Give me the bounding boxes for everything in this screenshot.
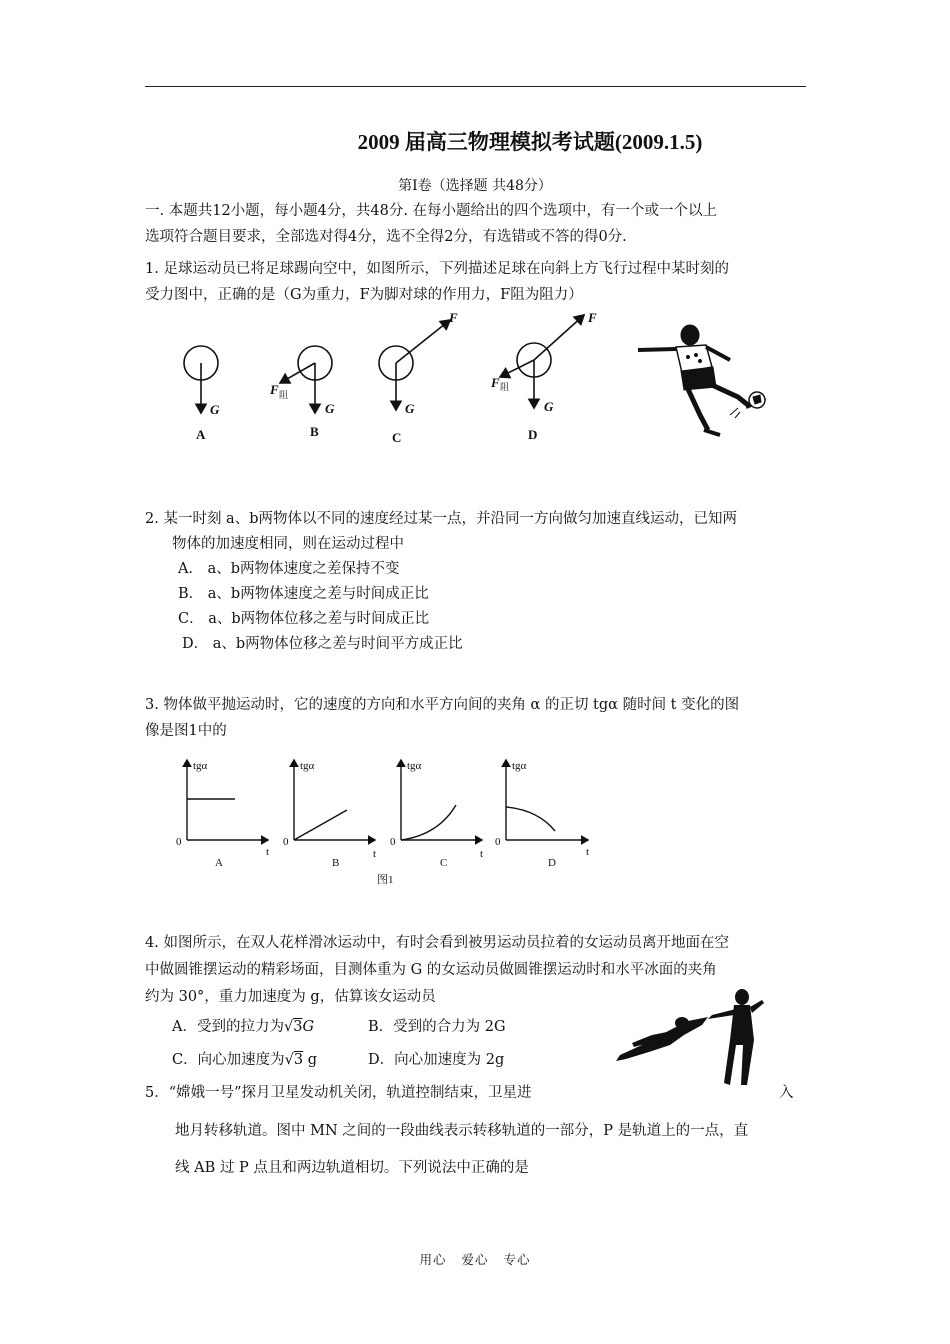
section-heading: 第Ⅰ卷（选择题 共48分） [398, 178, 552, 194]
q2-option-a: A． a、b两物体速度之差保持不变 [178, 561, 400, 577]
label-fzu-b-sub: 阻 [279, 390, 289, 400]
q4-option-d: D．向心加速度为 2g [368, 1052, 505, 1068]
axis-y-b: tgα [300, 760, 315, 772]
label-fzu-b: F [270, 382, 279, 397]
label-f-c: F [449, 310, 458, 325]
q4-option-a: A．受到的拉力为√3G [172, 1019, 315, 1035]
curve-b [294, 810, 347, 840]
axis-x-d: t [586, 846, 590, 858]
axis-y-d: tgα [512, 760, 527, 772]
label-g-c: G [405, 401, 415, 416]
axis-y-a: tgα [193, 760, 208, 772]
origin-c: 0 [390, 836, 396, 848]
page-footer: 用心 爱心 专心 [419, 1252, 531, 1267]
q3-line1: 3. 物体做平抛运动时，它的速度的方向和水平方向间的夹角 α 的正切 tgα 随时间 t 变化的图 [145, 697, 740, 713]
label-fzu-d: F [491, 375, 500, 390]
q5-line1-end: 入 [779, 1085, 794, 1101]
q5-line1: 5．“嫦娥一号”探月卫星发动机关闭，轨道控制结束，卫星进 [145, 1085, 532, 1101]
page-title: 2009 届高三物理模拟考试题(2009.1.5) [357, 130, 703, 154]
header-rule [145, 86, 806, 87]
q4-option-b: B．受到的合力为 2G [368, 1019, 506, 1035]
figure-1-caption: 图1 [377, 874, 394, 886]
option-c-label: C [392, 430, 402, 445]
q2-line1: 2. 某一时刻 a、b两物体以不同的速度经过某一点，并沿同一方向做匀加速直线运动，已知两 [145, 511, 737, 527]
axis-x-b: t [373, 848, 377, 860]
instructions-line1: 一. 本题共12小题，每小题4分，共48分. 在每小题给出的四个选项中，有一个或一个以上 [145, 203, 718, 219]
option-a-label: A [196, 427, 206, 442]
instructions-line2: 选项符合题目要求，全部选对得4分，选不全得2分，有选错或不答的得0分. [145, 229, 627, 245]
q2-option-b: B． a、b两物体速度之差与时间成正比 [178, 586, 429, 602]
q2-option-c: C． a、b两物体位移之差与时间成正比 [178, 611, 430, 627]
option-d-label: D [528, 427, 538, 442]
graph-b-label: B [332, 857, 340, 869]
option-b-label: B [310, 424, 319, 439]
q4-line3: 约为 30°，重力加速度为 g，估算该女运动员 [145, 989, 436, 1005]
label-g-d: G [544, 399, 554, 414]
label-f-d: F [588, 310, 597, 325]
graph-a-label: A [215, 857, 223, 869]
origin-a: 0 [176, 836, 182, 848]
q1-force-diagrams [160, 305, 780, 455]
q4-line1: 4. 如图所示，在双人花样滑冰运动中，有时会看到被男运动员拉着的女运动员离开地面在空 [145, 935, 729, 951]
q5-line2: 地月转移轨道。图中 MN 之间的一段曲线表示转移轨道的一部分，P 是轨道上的一点，直 [175, 1123, 749, 1139]
figure-skaters-image [612, 985, 772, 1090]
axis-x-a: t [266, 846, 270, 858]
label-fzu-d-sub: 阻 [500, 382, 510, 392]
label-g-a: G [210, 402, 220, 417]
origin-b: 0 [283, 836, 289, 848]
label-g-b: G [325, 401, 335, 416]
q4-line2: 中做圆锥摆运动的精彩场面，目测体重为 G 的女运动员做圆锥摆运动时和水平冰面的夹角 [145, 962, 717, 978]
axis-x-c: t [480, 848, 484, 860]
soccer-player-image [638, 325, 765, 435]
axis-y-c: tgα [407, 760, 422, 772]
graph-c-label: C [440, 857, 448, 869]
q5-line3: 线 AB 过 P 点且和两边轨道相切。下列说法中正确的是 [175, 1160, 529, 1176]
graph-d-label: D [548, 857, 556, 869]
curve-c [401, 805, 456, 840]
q1-line2: 受力图中，正确的是（G为重力，F为脚对球的作用力，F阻为阻力） [145, 287, 583, 303]
q3-line2: 像是图1中的 [145, 723, 227, 739]
curve-d [506, 807, 555, 831]
q2-option-d: D． a、b两物体位移之差与时间平方成正比 [182, 636, 463, 652]
q3-graphs [170, 755, 610, 890]
q1-line1: 1. 足球运动员已将足球踢向空中，如图所示，下列描述足球在向斜上方飞行过程中某时刻的 [145, 261, 729, 277]
origin-d: 0 [495, 836, 501, 848]
q2-line2: 物体的加速度相同，则在运动过程中 [172, 536, 404, 552]
q4-option-c: C．向心加速度为√3 g [172, 1052, 317, 1068]
